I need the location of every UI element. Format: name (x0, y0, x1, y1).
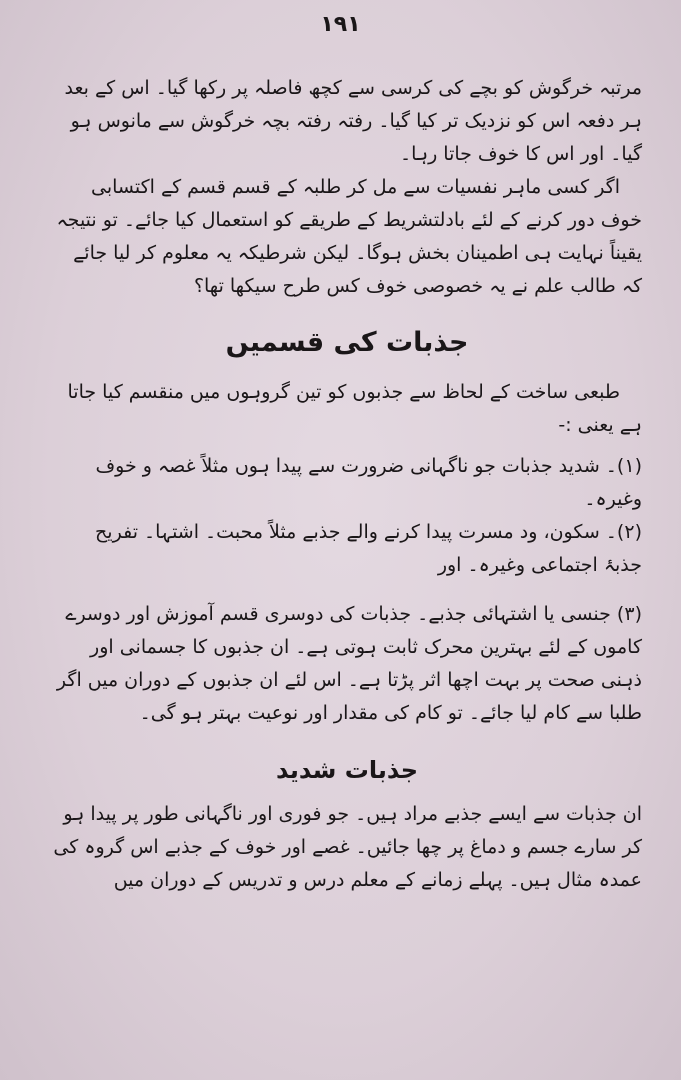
section-heading-intense-emotions: جذبات شدید (276, 756, 418, 784)
list-item-3: (۳) جنسی یا اشتہائی جذبے۔ جذبات کی دوسری قسم آموزش اور دوسرے کاموں کے لئے بہترین محرک ثابت ہوتی ہے۔ ان جذبوں کا جسمانی اور ذہنی صحت پر بہت اچھا اثر پڑتا ہے۔ اس لئے ان جذبوں کے دوران میں اگر طلبا سے کام لیا جائے۔ تو کام کی مقدار اور نوعیت بہتر ہو گی۔ (56, 603, 642, 724)
paragraph-intro: طبعی ساخت کے لحاظ سے جذبوں کو تین گروہوں میں منقسم کیا جاتا ہے یعنی :- (67, 381, 642, 436)
page-body (52, 72, 642, 897)
list-item-2: (۲)۔ سکون، ود مسرت پیدا کرنے والے جذبے مثلاً محبت۔ اشتہا۔ تفریح جذبۂ اجتماعی وغیرہ۔ اور (95, 521, 642, 576)
paragraph-intense-emotions: ان جذبات سے ایسے جذبے مراد ہیں۔ جو فوری اور ناگہانی طور پر پیدا ہو کر سارے جسم و دماغ پر چھا جائیں۔ غصے اور خوف کے جذبے اس گروہ کی عمدہ مثال ہیں۔ پہلے زمانے کے معلم درس و تدریس کے دوران میں (53, 803, 642, 891)
paragraph-conditioning: اگر کسی ماہر نفسیات سے مل کر طلبہ کے قسم قسم کے اکتسابی خوف دور کرنے کے لئے بادلتشریط کے طریقے کو استعمال کیا جائے۔ تو نتیجہ یقیناً نہایت ہی اطمینان بخش ہوگا۔ لیکن شرطیکہ یہ معلوم کر لیا جائے کہ طالب علم نے یہ خصوصی خوف کس طرح سیکھا تھا؟ (56, 176, 642, 297)
paragraph-continuation: مرتبہ خرگوش کو بچے کی کرسی سے کچھ فاصلہ پر رکھا گیا۔ اس کے بعد ہر دفعہ اس کو نزدیک تر کیا گیا۔ رفتہ رفتہ بچہ خرگوش سے مانوس ہو گیا۔ اور اس کا خوف جاتا رہا۔ (64, 77, 642, 165)
list-item-1: (۱)۔ شدید جذبات جو ناگہانی ضرورت سے پیدا ہوں مثلاً غصہ و خوف وغیرہ۔ (95, 455, 642, 510)
page-number: ۱۹۱ (320, 12, 361, 37)
section-heading-types-of-emotions: جذبات کی قسمیں (225, 327, 469, 358)
